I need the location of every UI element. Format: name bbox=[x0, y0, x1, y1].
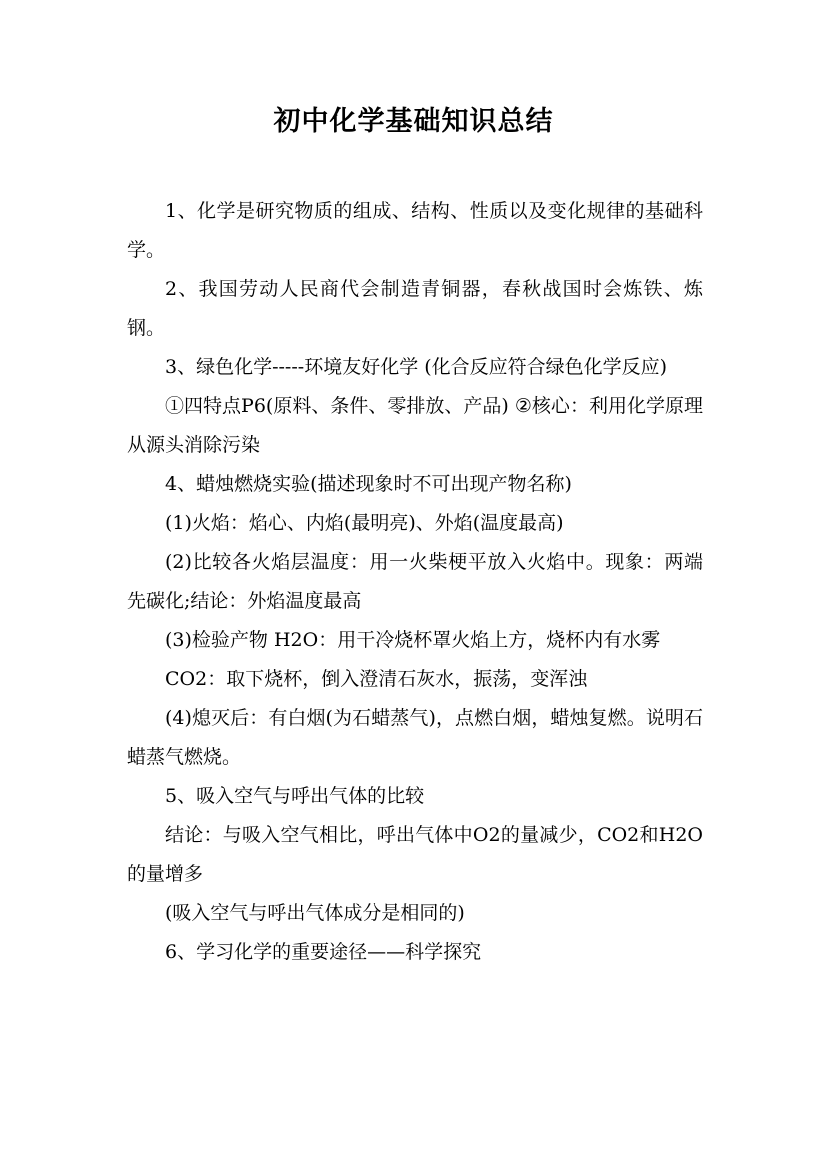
paragraph-13: (吸入空气与呼出气体成分是相同的) bbox=[165, 902, 465, 924]
paragraph-6: (1)火焰：焰心、内焰(最明亮)、外焰(温度最高) bbox=[165, 512, 564, 534]
paragraph-10: (4)熄灭后：有白烟(为石蜡蒸气)，点燃白烟，蜡烛复燃。说明石蜡蒸气燃烧。 bbox=[127, 707, 703, 768]
document-title: 初中化学基础知识总结 bbox=[273, 106, 554, 137]
paragraph-9: CO2：取下烧杯，倒入澄清石灰水，振荡，变浑浊 bbox=[165, 668, 588, 690]
paragraph-11: 5、吸入空气与呼出气体的比较 bbox=[165, 785, 425, 807]
paragraph-5: 4、蜡烛燃烧实验(描述现象时不可出现产物名称) bbox=[165, 473, 572, 495]
paragraph-3: 3、绿色化学-----环境友好化学 (化合反应符合绿色化学反应) bbox=[165, 356, 668, 378]
paragraph-7: (2)比较各火焰层温度：用一火柴梗平放入火焰中。现象：两端先碳化;结论：外焰温度最高 bbox=[127, 551, 703, 612]
paragraph-8: (3)检验产物 H2O：用干冷烧杯罩火焰上方，烧杯内有水雾 bbox=[165, 629, 661, 651]
document-body bbox=[127, 192, 703, 972]
paragraph-2: 2、我国劳动人民商代会制造青铜器，春秋战国时会炼铁、炼钢。 bbox=[127, 278, 703, 339]
paragraph-12: 结论：与吸入空气相比，呼出气体中O2的量减少，CO2和H2O的量增多 bbox=[127, 824, 703, 885]
paragraph-4: ①四特点P6(原料、条件、零排放、产品) ②核心：利用化学原理从源头消除污染 bbox=[127, 395, 703, 456]
paragraph-1: 1、化学是研究物质的组成、结构、性质以及变化规律的基础科学。 bbox=[127, 200, 703, 261]
paragraph-14: 6、学习化学的重要途径——科学探究 bbox=[165, 941, 482, 963]
